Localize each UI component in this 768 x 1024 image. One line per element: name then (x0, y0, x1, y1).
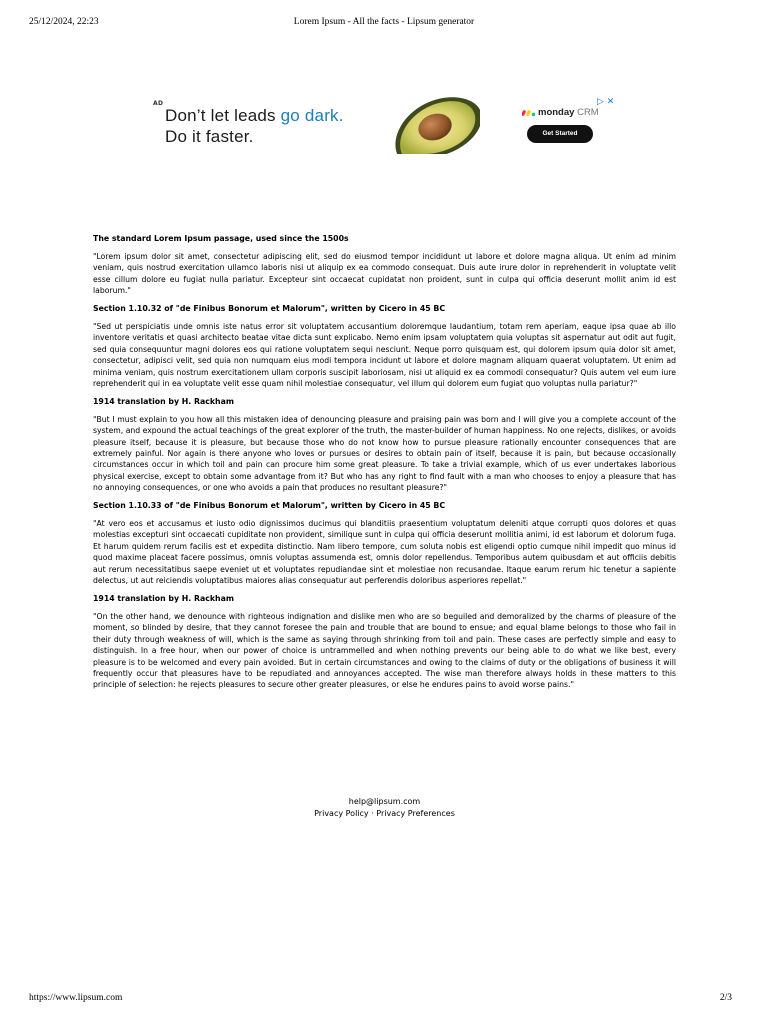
section-text: "Sed ut perspiciatis unde omnis iste natus error sit voluptatem accusantium doloremque laudantium, totam rem aperiam, eaque ipsa quae ab illo inventore veritatis et quasi architecto beatae vitae dicta sunt explicabo. Nemo enim ipsam voluptatem quia voluptas sit aspernatur aut odit aut fugit, sed quia consequuntur magni dolores eos qui ratione voluptatem sequi nesciunt. Neque porro quisquam est, qui dolorem ipsum quia dolor sit amet, consectetur, adipisci velit, sed quia non numquam eius modi tempora incidunt ut labore et dolore magnam aliquam quaerat voluptatem. Ut enim ad minima veniam, quis nostrum exercitationem ullam corporis suscipit laboriosam, nisi ut aliquid ex ea commodi consequatur? Quis autem vel eum iure reprehenderit qui in ea voluptate velit esse quam nihil molestiae consequatur, vel illum qui dolorem eum fugiat quo voluptas nulla pariatur?" (93, 321, 676, 388)
close-icon[interactable]: ✕ (606, 97, 615, 107)
get-started-button[interactable]: Get Started (527, 125, 593, 143)
print-footer (0, 993, 768, 1007)
ad-banner[interactable] (150, 96, 620, 154)
ad-brand-name: monday (538, 107, 575, 118)
avocado-image (388, 96, 480, 154)
lorem-content (93, 233, 676, 697)
section-heading: Section 1.10.32 of "de Finibus Bonorum et Malorum", written by Cicero in 45 BC (93, 304, 446, 314)
ad-label: AD (153, 100, 164, 107)
print-header (0, 17, 768, 31)
section-heading: 1914 translation by H. Rackham (93, 593, 234, 603)
section-heading: The standard Lorem Ipsum passage, used since the 1500s (93, 234, 349, 243)
ad-headline-line2: Do it faster. (165, 127, 254, 146)
privacy-policy-link[interactable]: Privacy Policy (314, 809, 369, 818)
print-page-number: 2/3 (719, 993, 732, 1003)
print-datetime: 25/12/2024, 22:23 (29, 17, 99, 27)
section-text: "At vero eos et accusamus et iusto odio dignissimos ducimus qui blanditiis praesentium voluptatum deleniti atque corrupti quos dolores et quas molestias excepturi sint occaecati cupiditate non provident, similique sunt in culpa qui officia deserunt mollitia animi, id est laborum et dolorum fuga. Et harum quidem rerum facilis est et expedita distinctio. Nam libero tempore, cum soluta nobis est eligendi optio cumque nihil impedit quo minus id quod maxime placeat facere possimus, omnis voluptas assumenda est, omnis dolor repellendus. Temporibus autem quibusdam et aut officiis debitis aut rerum necessitatibus saepe eveniet ut et voluptates repudiandae sint et molestiae non recusandae. Itaque earum rerum hic tenetur a sapiente delectus, ut aut reiciendis voluptatibus maiores alias consequatur aut perferendis doloribus asperiores repellat." (93, 519, 676, 586)
section-heading: Section 1.10.33 of "de Finibus Bonorum et Malorum", written by Cicero in 45 BC (93, 501, 446, 511)
ad-brand-product: CRM (577, 107, 599, 118)
print-page-title: Lorem Ipsum - All the facts - Lipsum generator (293, 17, 475, 27)
ad-controls[interactable] (597, 97, 617, 107)
section-text: "Lorem ipsum dolor sit amet, consectetur adipiscing elit, sed do eiusmod tempor incididunt ut labore et dolore magna aliqua. Ut enim ad minim veniam, quis nostrud exercitation ullamco laboris nisi ut aliquip ex ea commodo consequat. Duis aute irure dolor in reprehenderit in voluptate velit esse cillum dolore eu fugiat nulla pariatur. Excepteur sint occaecat cupidatat non proident, sunt in culpa qui officia deserunt mollit anim id est laborum." (93, 251, 676, 296)
ad-headline-start: Don’t let leads (165, 106, 281, 125)
ad-brand (522, 107, 599, 118)
section-text: "But I must explain to you how all this mistaken idea of denouncing pleasure and praising pain was born and I will give you a complete account of the system, and expound the actual teachings of the great explorer of the truth, the master-builder of human happiness. No one rejects, dislikes, or avoids pleasure itself, because it is pleasure, but because those who do not know how to pursue pleasure rationally encounter consequences that are extremely painful. Nor again is there anyone who loves or pursues or desires to obtain pain of itself, because it is pain, but because occasionally circumstances occur in which toil and pain can procure him some great pleasure. To take a trivial example, which of us ever undertakes laborious physical exercise, except to obtain some advantage from it? But who has any right to find fault with a man who chooses to enjoy a pleasure that has no annoying consequences, or one who avoids a pain that produces no resultant pleasure?" (93, 414, 676, 493)
monday-logo-icon (522, 108, 536, 117)
print-url: https://www.lipsum.com (29, 993, 123, 1003)
ad-headline-accent: go dark. (280, 106, 344, 125)
site-footer (93, 796, 676, 820)
contact-email-link[interactable]: help@lipsum.com (348, 797, 421, 806)
section-text: "On the other hand, we denounce with righteous indignation and dislike men who are so beguiled and demoralized by the charms of pleasure of the moment, so blinded by desire, that they cannot foresee the pain and trouble that are bound to ensue; and equal blame belongs to those who fail in their duty through weakness of will, which is the same as saying through shrinking from toil and pain. These cases are perfectly simple and easy to distinguish. In a free hour, when our power of choice is untrammelled and when nothing prevents our being able to do what we like best, every pleasure is to be welcomed and every pain avoided. But in certain circumstances and owing to the claims of duty or the obligations of business it will frequently occur that pleasures have to be repudiated and annoyances accepted. The wise man therefore always holds in these matters to this principle of selection: he rejects pleasures to secure other greater pleasures, or else he endures pains to avoid worse pains." (93, 611, 676, 690)
privacy-preferences-link[interactable]: Privacy Preferences (376, 809, 455, 818)
section-heading: 1914 translation by H. Rackham (93, 396, 234, 406)
ad-headline[interactable] (165, 105, 344, 147)
adchoices-icon[interactable]: ▷ (597, 97, 604, 107)
footer-separator: · (368, 809, 377, 818)
